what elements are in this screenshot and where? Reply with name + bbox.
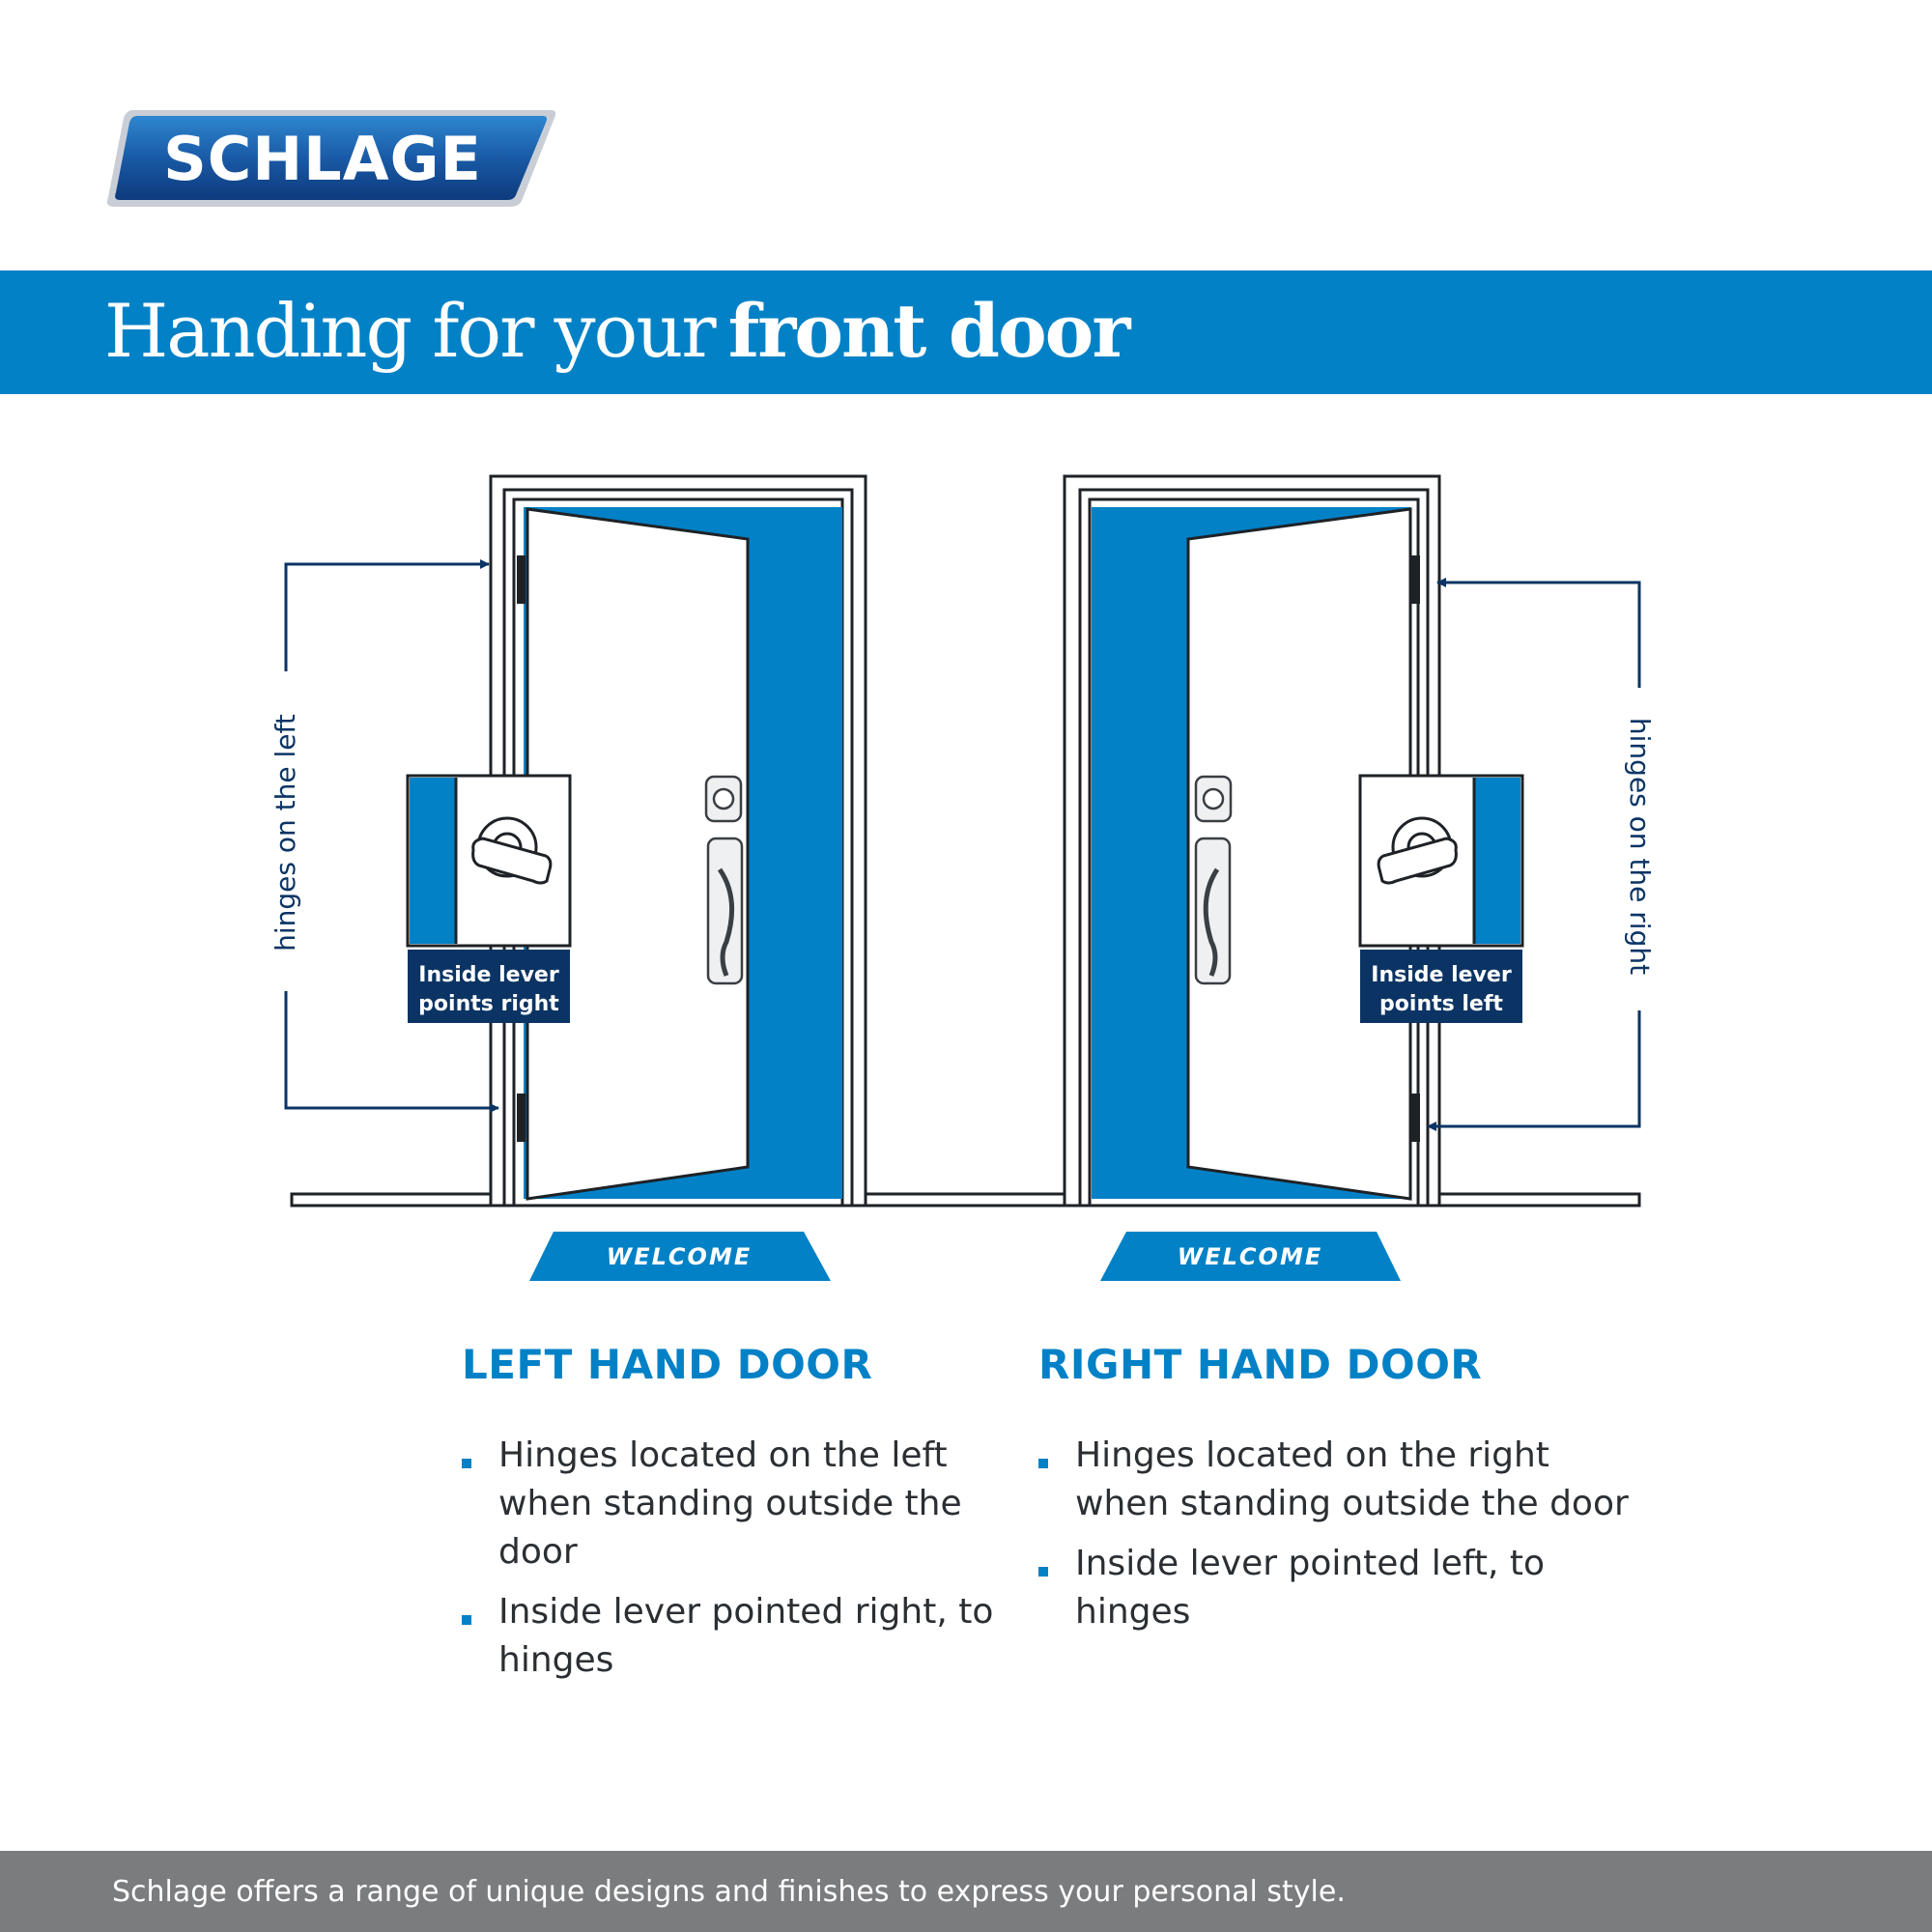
- right-lever-caption-line2: points left: [1379, 992, 1503, 1016]
- left-hinge-label: hinges on the left: [270, 714, 301, 952]
- right-hand-door-bullets: [1038, 1432, 1695, 1648]
- page-title-bold: front door: [727, 288, 1129, 374]
- right-lever-caption-line1: Inside lever: [1371, 963, 1512, 987]
- page-title-light: Handing for your: [104, 288, 715, 374]
- bullet-line: door: [498, 1532, 578, 1572]
- bullet-line: when standing outside the: [498, 1484, 962, 1523]
- left-welcome-mat-text: WELCOME: [606, 1243, 753, 1270]
- bullet-line: Hinges located on the left: [498, 1435, 948, 1475]
- bullet-line: Hinges located on the right: [1075, 1435, 1549, 1475]
- bullet-line: hinges: [1075, 1592, 1191, 1632]
- left-lever-caption-line2: points right: [418, 992, 559, 1016]
- right-hand-door-heading: RIGHT HAND DOOR: [1038, 1341, 1483, 1388]
- bullet-line: Inside lever pointed left, to: [1075, 1544, 1546, 1583]
- left-door-top-hinge: [517, 555, 526, 604]
- door-handing-diagram: [0, 454, 1932, 1304]
- right-hinge-arrow-top: [1437, 582, 1639, 688]
- list-item: [462, 1588, 1003, 1685]
- right-hinge-label: hinges on the right: [1624, 717, 1656, 976]
- left-door-bottom-hinge: [517, 1094, 526, 1142]
- right-door-top-hinge: [1411, 555, 1420, 604]
- list-item: [1038, 1540, 1695, 1636]
- right-door-bottom-hinge: [1411, 1094, 1420, 1142]
- right-door-handleset: [1196, 777, 1231, 983]
- left-door-group: [270, 476, 866, 1281]
- left-door-handleset: [706, 777, 742, 983]
- logo-wordmark: SCHLAGE: [163, 124, 482, 194]
- right-welcome-mat-text: WELCOME: [1177, 1243, 1323, 1270]
- left-hinge-arrow-top: [286, 564, 489, 671]
- left-hand-door-heading: LEFT HAND DOOR: [462, 1341, 873, 1388]
- footer-text: Schlage offers a range of unique designs and finishes to express your personal style.: [112, 1875, 1346, 1909]
- left-hand-door-bullets: [462, 1432, 1003, 1696]
- page-title: [104, 278, 1128, 384]
- bullet-line: hinges: [498, 1640, 614, 1680]
- left-lever-caption-line1: Inside lever: [418, 963, 559, 987]
- bullet-line: when standing outside the door: [1075, 1484, 1629, 1523]
- schlage-logo: [104, 104, 558, 211]
- bullet-line: Inside lever pointed right, to: [498, 1592, 994, 1632]
- right-door-group: [1065, 476, 1656, 1281]
- list-item: [462, 1432, 1003, 1577]
- right-hinge-arrow-bottom: [1428, 1010, 1639, 1126]
- list-item: [1038, 1432, 1695, 1528]
